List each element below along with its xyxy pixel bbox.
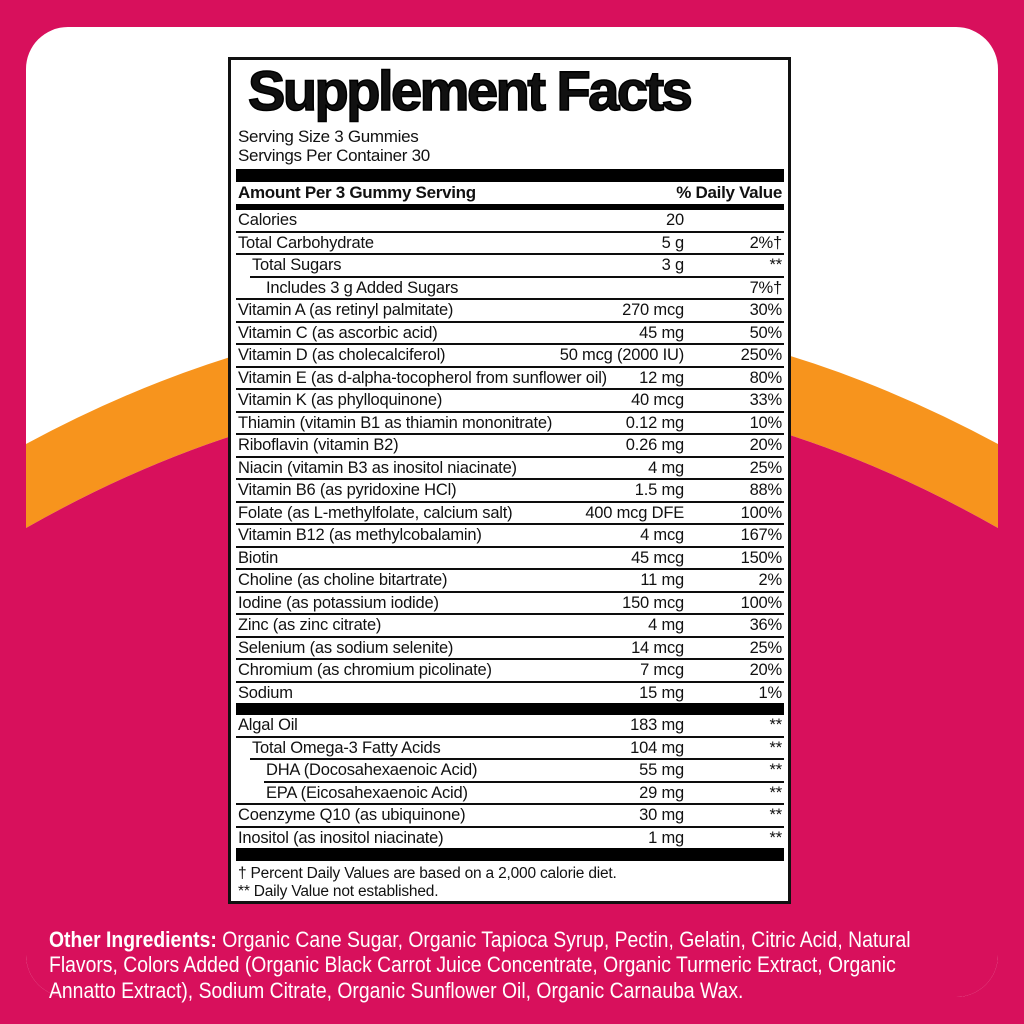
nutrient-name: Choline (as choline bitartrate) <box>238 571 448 589</box>
nutrient-name: Vitamin B6 (as pyridoxine HCl) <box>238 481 457 499</box>
nutrient-daily-value: 167% <box>740 526 782 544</box>
nutrient-name: Biotin <box>238 548 279 567</box>
nutrient-amount: 7 mcg <box>640 661 684 679</box>
nutrient-daily-value: 88% <box>749 481 782 499</box>
nutrient-row <box>236 615 784 636</box>
nutrient-amount: 3 g <box>661 256 684 274</box>
daily-value-column-header: % Daily Value <box>676 183 782 202</box>
nutrient-row <box>236 525 784 546</box>
nutrient-amount: 29 mg <box>639 783 684 802</box>
nutrient-amount: 1.5 mg <box>634 481 684 499</box>
nutrient-daily-value: 150% <box>740 548 782 567</box>
nutrient-row <box>236 548 784 569</box>
nutrient-daily-value: ** <box>769 783 782 802</box>
nutrient-row <box>236 683 784 704</box>
nutrient-name: Niacin (vitamin B3 as inositol niacinate) <box>238 458 517 477</box>
nutrient-name: Sodium <box>238 683 293 702</box>
other-ingredients-label: Other Ingredients: <box>49 927 217 952</box>
nutrient-daily-value: 10% <box>749 413 782 432</box>
nutrient-daily-value: 2%† <box>749 233 782 252</box>
nutrient-daily-value: 25% <box>749 638 782 657</box>
facts-rows <box>236 210 784 848</box>
nutrient-amount: 150 mcg <box>622 593 684 612</box>
servings-per-container-line: Servings Per Container 30 <box>238 146 430 165</box>
nutrient-daily-value: ** <box>769 256 782 274</box>
nutrient-daily-value: 7%† <box>749 278 782 297</box>
amount-column-header: Amount Per 3 Gummy Serving <box>238 183 476 202</box>
nutrient-daily-value: 250% <box>740 346 782 364</box>
nutrient-amount: 4 mg <box>648 458 684 477</box>
nutrient-row <box>236 593 784 614</box>
nutrient-row <box>236 503 784 524</box>
nutrient-amount: 12 mg <box>639 368 684 387</box>
nutrient-row <box>236 323 784 344</box>
divider-bar-section <box>236 703 784 715</box>
nutrient-amount: 40 mcg <box>631 391 684 409</box>
nutrient-amount: 400 mcg DFE <box>585 503 684 522</box>
nutrient-row <box>236 660 784 681</box>
column-header-row <box>236 182 784 204</box>
panel-title: Supplement Facts <box>248 59 691 122</box>
nutrient-daily-value: 1% <box>758 683 782 702</box>
nutrient-row <box>236 805 784 826</box>
nutrient-daily-value: 80% <box>749 368 782 387</box>
nutrient-amount: 183 mg <box>630 716 684 734</box>
nutrient-daily-value: ** <box>769 738 782 757</box>
nutrient-amount: 14 mcg <box>631 638 684 657</box>
nutrient-name: Chromium (as chromium picolinate) <box>238 661 492 679</box>
nutrient-daily-value: ** <box>769 806 782 824</box>
nutrient-daily-value: ** <box>769 828 782 847</box>
nutrient-name: Thiamin (vitamin B1 as thiamin mononitrate) <box>238 413 553 432</box>
nutrient-row <box>236 300 784 321</box>
nutrient-name: Total Sugars <box>252 256 342 274</box>
nutrient-daily-value: 2% <box>758 571 782 589</box>
nutrient-daily-value: ** <box>769 716 782 734</box>
nutrient-daily-value: 36% <box>749 616 782 634</box>
nutrient-amount: 20 <box>666 211 684 229</box>
nutrient-name: EPA (Eicosahexaenoic Acid) <box>266 783 468 802</box>
nutrient-row <box>236 480 784 501</box>
nutrient-amount: 55 mg <box>639 761 684 779</box>
nutrient-name: Algal Oil <box>238 716 298 734</box>
nutrient-name: Riboflavin (vitamin B2) <box>238 436 399 454</box>
nutrient-row <box>236 828 784 849</box>
nutrient-daily-value: 20% <box>749 436 782 454</box>
nutrient-amount: 15 mg <box>639 683 684 702</box>
nutrient-name: Total Omega-3 Fatty Acids <box>252 738 441 757</box>
nutrient-amount: 1 mg <box>648 828 684 847</box>
nutrient-name: Folate (as L-methylfolate, calcium salt) <box>238 503 513 522</box>
nutrient-row <box>236 738 784 759</box>
nutrient-row <box>236 638 784 659</box>
nutrient-name: Vitamin K (as phylloquinone) <box>238 391 443 409</box>
nutrient-amount: 30 mg <box>639 806 684 824</box>
nutrient-daily-value: ** <box>769 761 782 779</box>
divider-bar-thick-top <box>236 169 784 182</box>
nutrient-name: DHA (Docosahexaenoic Acid) <box>266 761 478 779</box>
panel-content <box>231 59 788 901</box>
nutrient-daily-value: 30% <box>749 301 782 319</box>
nutrient-name: Vitamin D (as cholecalciferol) <box>238 346 446 364</box>
nutrient-amount: 45 mg <box>639 323 684 342</box>
nutrient-row <box>236 390 784 411</box>
nutrient-row <box>236 368 784 389</box>
footnote-not-established: ** Daily Value not established. <box>238 883 439 900</box>
nutrient-row <box>236 345 784 366</box>
nutrient-name: Coenzyme Q10 (as ubiquinone) <box>238 806 466 824</box>
nutrient-row <box>236 783 784 804</box>
footnote-daily-values: † Percent Daily Values are based on a 2,000 calorie diet. <box>238 865 617 882</box>
divider-bar-thick-bottom <box>236 848 784 861</box>
nutrient-amount: 270 mcg <box>622 301 684 319</box>
nutrient-name: Calories <box>238 211 297 229</box>
supplement-facts-panel <box>228 57 791 904</box>
nutrient-amount: 50 mcg (2000 IU) <box>559 346 684 364</box>
nutrient-row <box>236 570 784 591</box>
nutrient-daily-value: 20% <box>749 661 782 679</box>
nutrient-daily-value: 50% <box>749 323 782 342</box>
nutrient-name: Inositol (as inositol niacinate) <box>238 828 444 847</box>
nutrient-name: Vitamin E (as d-alpha-tocopherol from sunflower oil) <box>238 368 607 387</box>
nutrient-row <box>236 233 784 254</box>
nutrient-name: Zinc (as zinc citrate) <box>238 616 382 634</box>
nutrient-amount: 4 mcg <box>640 526 684 544</box>
other-ingredients-line-1 <box>49 927 911 952</box>
nutrient-amount: 0.12 mg <box>625 413 684 432</box>
nutrient-amount: 45 mcg <box>631 548 684 567</box>
nutrient-row <box>236 435 784 456</box>
nutrient-daily-value: 25% <box>749 458 782 477</box>
nutrient-name: Iodine (as potassium iodide) <box>238 593 439 612</box>
nutrient-name: Selenium (as sodium selenite) <box>238 638 454 657</box>
nutrient-row <box>236 210 784 231</box>
nutrient-name: Includes 3 g Added Sugars <box>266 278 459 297</box>
nutrient-name: Total Carbohydrate <box>238 233 374 252</box>
other-ingredients-line-1-text: Organic Cane Sugar, Organic Tapioca Syrup, Pectin, Gelatin, Citric Acid, Natural <box>222 927 911 952</box>
other-ingredients-line-3: Annatto Extract), Sodium Citrate, Organic Sunflower Oil, Organic Carnauba Wax. <box>49 977 744 1003</box>
nutrient-row <box>236 715 784 736</box>
nutrient-row <box>236 458 784 479</box>
nutrient-daily-value: 100% <box>740 503 782 522</box>
serving-size-line: Serving Size 3 Gummies <box>238 127 419 146</box>
nutrient-amount: 11 mg <box>640 571 684 589</box>
nutrient-row <box>236 278 784 299</box>
nutrient-row <box>236 413 784 434</box>
nutrient-row <box>236 255 784 276</box>
other-ingredients-text <box>49 927 911 1003</box>
nutrient-amount: 5 g <box>661 233 684 252</box>
nutrient-name: Vitamin B12 (as methylcobalamin) <box>238 526 482 544</box>
nutrient-row <box>236 760 784 781</box>
nutrient-daily-value: 33% <box>749 391 782 409</box>
nutrient-amount: 0.26 mg <box>625 436 684 454</box>
nutrient-amount: 104 mg <box>630 738 684 757</box>
nutrient-name: Vitamin C (as ascorbic acid) <box>238 323 438 342</box>
footnotes <box>236 861 784 901</box>
nutrient-name: Vitamin A (as retinyl palmitate) <box>238 301 454 319</box>
other-ingredients-line-2: Flavors, Colors Added (Organic Black Carrot Juice Concentrate, Organic Turmeric Extract, Organic <box>49 952 896 978</box>
nutrient-daily-value: 100% <box>740 593 782 612</box>
nutrient-amount: 4 mg <box>648 616 684 634</box>
